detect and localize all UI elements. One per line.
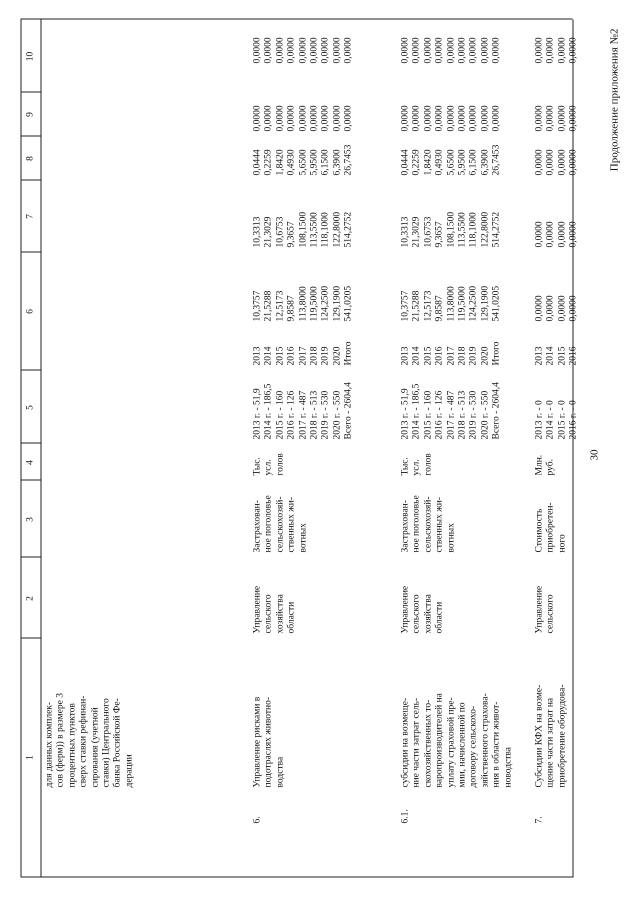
federal-funding: 0,0000 0,0000 0,0000 0,0000 bbox=[534, 220, 579, 247]
years: 2013 2014 2015 2016 bbox=[534, 346, 579, 365]
total-funding: 0,0000 0,0000 0,0000 0,0000 bbox=[534, 294, 579, 321]
program-name: Субсидии КФХ на возме- щение части затрат на приобретение оборудова- bbox=[534, 683, 567, 787]
column-divider bbox=[20, 637, 40, 638]
column-divider bbox=[20, 369, 40, 370]
column-divider bbox=[20, 251, 40, 252]
years: 2013 2014 2015 2016 2017 2018 2019 2020 Итого bbox=[252, 340, 354, 365]
header-bottom-border bbox=[40, 19, 41, 877]
program-name: субсидии на возмеще- ние части затрат сель- скохозяйственных то- варопроизводителей на уплату страховой пре- мии, начисленной по договору сельскохо- зяйственного страхова- ния в области живот- новодства bbox=[400, 692, 513, 787]
column-number: 1 bbox=[25, 754, 35, 760]
indicator: Застрахован- ное поголовье сельскохозяй- ственных жи- вотных bbox=[252, 494, 308, 552]
unit: Млн. руб. bbox=[534, 454, 556, 475]
other-funding: 0,0000 0,0000 0,0000 0,0000 0,0000 0,0000 0,0000 0,0000 0,0000 bbox=[252, 36, 354, 63]
unit: Тыс. усл. голов bbox=[252, 452, 285, 475]
total-funding: 10,3757 21,5288 12,5173 9,8587 113,8000 119,5000 124,2500 129,1900 541,0205 bbox=[252, 285, 354, 321]
column-number: 8 bbox=[25, 155, 35, 161]
continuation-program-text: для данных комплек- сов (ферм)) в размере 3 процентных пунктов сверх ставки рефинан- сирования (учетной ставки) Центрального банка Российской Фе- дерации bbox=[44, 692, 134, 787]
federal-funding: 10,3313 21,3029 10,6753 9,3657 108,1500 113,5500 118,1000 122,8000 514,2752 bbox=[252, 211, 354, 247]
planned-values: 2013 г. - 51,9 2014 г. - 186,5 2015 г. - 160 2016 г. - 126 2017 г. - 487 2018 г. - 513 2019 г. - 530 2020 г. - 550 Всего - 2604,4 bbox=[252, 381, 354, 439]
column-number: 10 bbox=[25, 51, 35, 61]
table-left-border bbox=[20, 876, 572, 877]
page-number: 30 bbox=[588, 449, 600, 460]
regional-funding: 0,0444 0,2259 1,8420 0,4930 5,6500 5,9500 6,1500 6,3900 26,7453 bbox=[400, 144, 502, 175]
executor: Управление сельского хозяйства области bbox=[252, 585, 297, 633]
column-divider bbox=[20, 442, 40, 443]
column-divider bbox=[20, 479, 40, 480]
executor: Управление сельского bbox=[534, 585, 556, 633]
column-divider bbox=[20, 91, 40, 92]
other-funding: 0,0000 0,0000 0,0000 0,0000 bbox=[534, 36, 579, 63]
column-number: 9 bbox=[25, 111, 35, 117]
row-number: 7. bbox=[534, 815, 544, 823]
table-right-border bbox=[20, 18, 572, 19]
regional-funding: 0,0444 0,2259 1,8420 0,4930 5,6500 5,9500 6,1500 6,3900 26,7453 bbox=[252, 144, 354, 175]
column-number: 4 bbox=[25, 459, 35, 465]
column-divider bbox=[20, 179, 40, 180]
program-name: Управление рисками в подотраслях животно- водства bbox=[252, 696, 285, 787]
local-funding: 0,0000 0,0000 0,0000 0,0000 0,0000 0,0000 0,0000 0,0000 0,0000 bbox=[400, 104, 502, 131]
executor: Управление сельского хозяйства области bbox=[400, 585, 445, 633]
regional-funding: 0,0000 0,0000 0,0000 0,0000 bbox=[534, 148, 579, 175]
column-divider bbox=[20, 135, 40, 136]
federal-funding: 10,3313 21,3029 10,6753 9,3657 108,1500 113,5500 118,1000 122,8000 514,2752 bbox=[400, 211, 502, 247]
total-funding: 10,3757 21,5288 12,5173 9,8587 113,8000 119,5000 124,2500 129,1900 541,0205 bbox=[400, 285, 502, 321]
unit: Тыс. усл. голов bbox=[400, 452, 433, 475]
table-top-border bbox=[20, 19, 21, 877]
column-divider bbox=[20, 556, 40, 557]
column-number: 6 bbox=[25, 308, 35, 314]
local-funding: 0,0000 0,0000 0,0000 0,0000 0,0000 0,0000 0,0000 0,0000 0,0000 bbox=[252, 104, 354, 131]
planned-values: 2013 г. - 51,9 2014 г. - 186,5 2015 г. - 160 2016 г. - 126 2017 г. - 487 2018 г. - 513 2019 г. - 530 2020 г. - 550 Всего - 2604,4 bbox=[400, 381, 502, 439]
years: 2013 2014 2015 2016 2017 2018 2019 2020 Итого bbox=[400, 340, 502, 365]
column-number: 7 bbox=[25, 213, 35, 219]
other-funding: 0,0000 0,0000 0,0000 0,0000 0,0000 0,0000 0,0000 0,0000 0,0000 bbox=[400, 36, 502, 63]
planned-values: 2013 г. - 0 2014 г. - 0 2015 г. - 0 2016 г. - 0 bbox=[534, 399, 579, 439]
row-number: 6. bbox=[252, 815, 262, 823]
table-bottom-border bbox=[572, 19, 573, 877]
local-funding: 0,0000 0,0000 0,0000 0,0000 bbox=[534, 104, 579, 131]
indicator: Стоимость приобретен- ного bbox=[534, 501, 567, 552]
column-number: 3 bbox=[25, 516, 35, 522]
column-number: 5 bbox=[25, 404, 35, 410]
indicator: Застрахован- ное поголовье сельскохозяй- ственных жи- вотных bbox=[400, 494, 456, 552]
page-title: Продолжение приложения №2 bbox=[608, 28, 620, 171]
column-number: 2 bbox=[25, 595, 35, 601]
row-number: 6.1. bbox=[400, 808, 410, 823]
